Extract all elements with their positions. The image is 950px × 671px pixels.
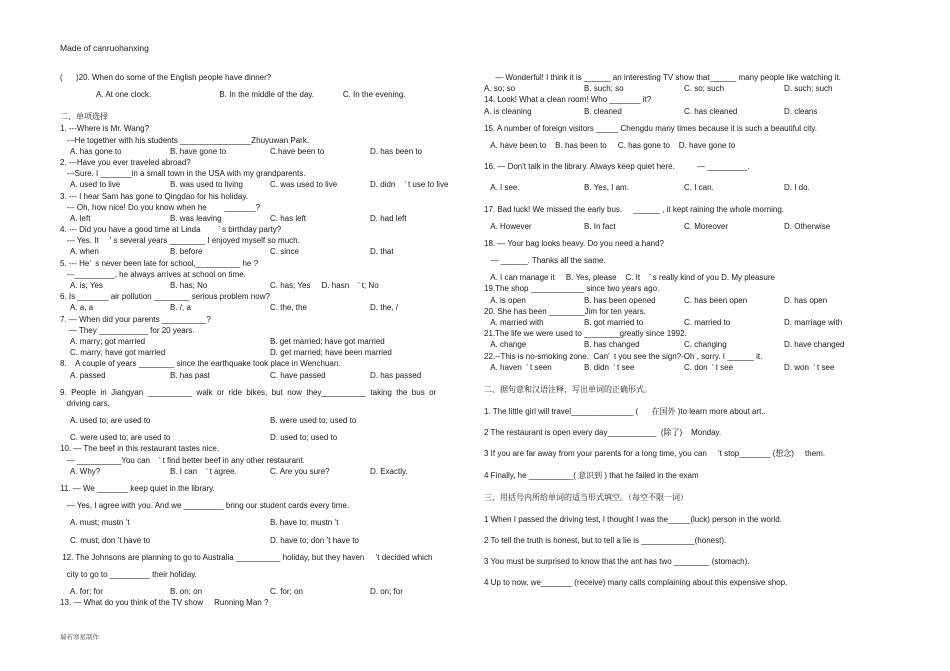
question-line: 16. — Don't talk in the library. Always keep quiet here. — _________. bbox=[484, 162, 750, 172]
left-column bbox=[60, 72, 470, 609]
answer-option: D. Otherwise bbox=[784, 221, 831, 231]
answer-option: C. must; don ’t have to bbox=[70, 535, 151, 545]
answer-option: A. when bbox=[70, 247, 99, 257]
answer-option: A. has gone to bbox=[70, 146, 122, 156]
answer-option: A. so; so bbox=[484, 84, 516, 94]
question-line: — __________You can ’ t find better beef in any other restaurant. bbox=[60, 455, 305, 465]
answer-option: A. married with bbox=[484, 318, 544, 327]
answer-option: A. However bbox=[484, 221, 532, 231]
answer-option: B. was leaving bbox=[170, 213, 222, 223]
question-line: city to go to _________ their holiday. bbox=[60, 569, 197, 579]
answer-options bbox=[60, 466, 470, 477]
question-line: 7. — When did your parents __________? bbox=[60, 314, 211, 324]
answer-options bbox=[484, 106, 884, 117]
answer-options bbox=[484, 221, 884, 232]
spacer bbox=[484, 460, 884, 470]
answer-option: C. for; on bbox=[270, 587, 303, 597]
question-line: 22.--This is no-smoking zone. Can’ t you see the sign?-Oh , sorry. I ______ it. bbox=[484, 351, 763, 361]
answer-option: C. were used to; are used to bbox=[70, 433, 171, 443]
question-line: 2. ---Have you ever traveled abroad? bbox=[60, 157, 191, 167]
answer-option: B. has been opened bbox=[584, 295, 656, 305]
answer-options bbox=[484, 317, 884, 328]
spacer bbox=[484, 417, 884, 427]
question-line: 20. She has been ________Jim for ten years. bbox=[484, 306, 646, 316]
answer-option: A. used to; are used to bbox=[70, 416, 151, 426]
question-line: 8. A couple of years ________ since the earthquake took place in Wenchuan. bbox=[60, 359, 341, 369]
answer-option: C. the, the bbox=[270, 303, 307, 313]
spacer bbox=[484, 481, 884, 491]
question-line: — Yes, I agree with you. And we _________ bring our student cards every time. bbox=[60, 501, 350, 511]
answer-option: C. has left bbox=[270, 213, 307, 223]
question-line: A. have been to B. has been to C. has gone to D. have gone to bbox=[484, 140, 736, 150]
page-footer: 瑞若寒星制作 bbox=[60, 634, 99, 641]
answer-option: C. has; Yes D. hasn ’ t; No bbox=[270, 281, 379, 290]
answer-option: D. marriage with bbox=[784, 318, 843, 327]
answer-option: B. I can ’ t agree. bbox=[170, 466, 237, 476]
answer-option: B. has past bbox=[170, 370, 211, 380]
answer-option: D. has open bbox=[784, 295, 828, 305]
answer-options bbox=[60, 535, 470, 546]
question-line: 2 The restaurant is open every day___________ (除了) Monday. bbox=[484, 428, 722, 438]
answer-option: A. is cleaning bbox=[484, 106, 532, 116]
question-line: 14. Look! What a clean room! Who _______ it? bbox=[484, 95, 652, 105]
answer-option: A. Why? bbox=[70, 466, 101, 476]
question-line: 2 To tell the truth is honest, but to tell a lie is ____________(honest). bbox=[484, 535, 727, 545]
spacer bbox=[484, 172, 884, 182]
answer-options bbox=[484, 182, 884, 193]
answer-option: B. got married to bbox=[584, 318, 644, 327]
answer-option: C. married to bbox=[684, 318, 731, 327]
answer-option: B. get married; have got married bbox=[270, 336, 385, 346]
answer-options bbox=[60, 415, 470, 426]
answer-option: C. has been open bbox=[684, 295, 748, 305]
answer-option: C. don ’ t see bbox=[684, 362, 734, 372]
answer-options bbox=[60, 213, 470, 224]
answer-option: C. marry; have got married bbox=[70, 348, 166, 358]
question-line: 1. ---Where is Mr. Wang? bbox=[60, 124, 150, 134]
question-line: 18. — Your bag looks heavy. Do you need a hand? bbox=[484, 238, 664, 248]
answer-option: D. used to; used to bbox=[270, 433, 338, 443]
answer-option: A. At one clock. bbox=[96, 90, 152, 100]
question-line: 3 If you are far away from your parents for a long time, you can ’t stop_______ (想念) them. bbox=[484, 449, 826, 459]
answer-option: D. get married; have been married bbox=[270, 348, 392, 358]
right-column bbox=[484, 72, 884, 588]
answer-option: A. I see. bbox=[484, 183, 520, 193]
answer-option: C. since bbox=[270, 247, 299, 257]
answer-option: D. have to; don ’t have to bbox=[270, 535, 359, 545]
answer-option: B. Yes, I am. bbox=[584, 183, 629, 193]
answer-option: C. changing bbox=[684, 340, 727, 350]
answer-option: B. didn ’ t see bbox=[584, 362, 635, 372]
question-line: 11. — We _______ keep quiet in the library. bbox=[60, 484, 215, 493]
spacer bbox=[484, 438, 884, 448]
answer-option: D. the, / bbox=[370, 303, 399, 313]
answer-option: C. Are you sure? bbox=[270, 466, 330, 476]
answer-option: B. /, a bbox=[170, 303, 191, 313]
answer-option: B. In the middle of the day. bbox=[219, 90, 314, 100]
answer-option: D. won ’ t see bbox=[784, 362, 835, 372]
page-header: Made of canruohanxing bbox=[60, 43, 149, 53]
spacer bbox=[484, 525, 884, 535]
answer-option: B. has changed bbox=[584, 340, 640, 350]
answer-option: B. were used to; used to bbox=[270, 416, 357, 426]
answer-option: A. for; for bbox=[70, 587, 103, 597]
answer-option: A. is open bbox=[484, 295, 526, 305]
answer-option: D. I do. bbox=[784, 183, 810, 193]
answer-option: B. before bbox=[170, 247, 203, 257]
question-line: ( )20. When do some of the English people have dinner? bbox=[60, 73, 272, 82]
section-heading: 二、据句意和汉语注释，写出单词的正确形式。 bbox=[484, 384, 652, 394]
question-line: driving cars. bbox=[60, 398, 110, 408]
answer-option: D. such; such bbox=[784, 84, 833, 94]
answer-option: D. had left bbox=[370, 213, 407, 223]
answer-option: D. has been to bbox=[370, 146, 423, 156]
answer-option: B. cleaned bbox=[584, 106, 622, 116]
answer-option: A. passed bbox=[70, 370, 106, 380]
spacer bbox=[484, 567, 884, 577]
answer-option: C.have been to bbox=[270, 146, 325, 156]
answer-option: D. on; for bbox=[370, 587, 403, 597]
answer-option: B. have gone to bbox=[170, 146, 227, 156]
question-line: A. I can manage it B. Yes, please C. It ’ s really kind of you D. My pleasure bbox=[484, 273, 775, 283]
spacer bbox=[484, 546, 884, 556]
answer-option: B. such; so bbox=[584, 84, 624, 94]
question-line: 19.The shop ____________ since two years ago. bbox=[484, 284, 660, 294]
answer-options bbox=[60, 336, 470, 347]
answer-option: A. marry; got married bbox=[70, 336, 146, 346]
answer-option: D. cleans bbox=[784, 106, 818, 116]
answer-option: B. has; No bbox=[170, 281, 208, 290]
question-line: 4. --- Did you have a good time at Linda ’ s birthday party? bbox=[60, 225, 282, 235]
question-line: 21.The life we were used to ________greatly since 1992. bbox=[484, 329, 687, 339]
answer-option: B. have to; mustn ’t bbox=[270, 518, 339, 528]
section-heading: 二、单项选择 bbox=[60, 112, 108, 122]
spacer bbox=[484, 194, 884, 204]
answer-option: A. used to live bbox=[70, 180, 121, 190]
answer-options bbox=[60, 246, 470, 257]
answer-options bbox=[484, 295, 884, 306]
answer-options bbox=[484, 83, 884, 94]
question-line: 15. A number of foreign visitors _____ Chengdu many times because it is such a beautiful city. bbox=[484, 123, 817, 133]
question-line: 13. — What do you think of the TV show Running Man ? bbox=[60, 598, 269, 608]
spacer bbox=[484, 504, 884, 514]
answer-option: A. is; Yes bbox=[70, 281, 103, 290]
question-line: 3. --- I hear Sam has gone to Qingdao for his holiday. bbox=[60, 191, 248, 201]
question-line: 5. --- He’ s never been late for school,__________ he ? bbox=[60, 258, 259, 268]
question-line: --- Oh, how nice! Do you know when he _______? bbox=[60, 202, 261, 212]
question-line: 3 You must be surprised to know that the ant has two ________ (stomach). bbox=[484, 557, 750, 567]
answer-option: D. that bbox=[370, 247, 394, 257]
answer-option: C. I can. bbox=[684, 183, 714, 193]
answer-options bbox=[60, 146, 470, 157]
answer-option: C. so; such bbox=[684, 84, 725, 94]
answer-option: C. have passed bbox=[270, 370, 326, 380]
question-line: 9. People in Jiangyan __________ walk or ride bikes, but now they__________ taking the bus or bbox=[60, 387, 437, 397]
answer-options bbox=[60, 432, 470, 443]
spacer bbox=[484, 396, 884, 406]
spacer bbox=[60, 100, 470, 110]
answer-options bbox=[60, 517, 470, 528]
answer-option: D. Exactly. bbox=[370, 466, 408, 476]
answer-option: D. didn ’ t use to live bbox=[370, 180, 449, 190]
question-line: 12. The Johnsons are planning to go to Australia __________ holiday, but they haven ’t decided which bbox=[60, 552, 433, 562]
answer-option: C. was used to live bbox=[270, 180, 338, 190]
spacer bbox=[484, 373, 884, 383]
answer-options bbox=[60, 179, 470, 190]
answer-option: A. left bbox=[70, 213, 91, 223]
answer-option: C. In the evening. bbox=[342, 90, 406, 100]
question-line: 4 Up to now, we_______ (receive) many calls complaining about this expensive shop. bbox=[484, 578, 788, 588]
answer-option: B. was used to living bbox=[170, 180, 243, 190]
answer-option: B. In fact bbox=[584, 221, 616, 231]
answer-options bbox=[60, 89, 470, 100]
question-line: — Wonderful! I think it is ______ an interesting TV show that______ many people like watching it. bbox=[484, 73, 841, 82]
answer-option: C. Moreover bbox=[684, 221, 729, 231]
question-line: ---_________, he always arrives at school on time. bbox=[60, 269, 246, 279]
answer-options bbox=[60, 302, 470, 313]
answer-options bbox=[60, 347, 470, 358]
question-line: — ______. Thanks all the same. bbox=[484, 256, 606, 266]
spacer bbox=[484, 151, 884, 161]
section-heading: 三、用括号内所给单词的适当形式填空。（每空不限一词） bbox=[484, 492, 688, 502]
answer-option: D. have changed bbox=[784, 340, 845, 350]
answer-option bbox=[370, 280, 470, 291]
answer-option: D. has passed bbox=[370, 370, 422, 380]
answer-options bbox=[484, 362, 884, 373]
question-line: 6. Is _______ air pollution ________ serious problem now? bbox=[60, 292, 270, 302]
answer-option: C. has cleaned bbox=[684, 106, 738, 116]
question-line: 17. Bad luck! We missed the early bus. ______ , it kept raining the whole morning. bbox=[484, 204, 785, 214]
question-line: 1 When I passed the driving test, I thought I was the_____(luck) person in the world. bbox=[484, 514, 782, 524]
question-line: ---Sure. I _______in a small town in the USA with my grandparents. bbox=[60, 169, 306, 179]
question-line: --- Yes. It ’ s several years ________ I enjoyed myself so much. bbox=[60, 236, 300, 246]
question-line: 10. — The beef in this restaurant tastes nice. bbox=[60, 444, 220, 454]
answer-option: B. on; on bbox=[170, 587, 203, 597]
answer-options bbox=[60, 280, 470, 291]
answer-option: A. must; mustn ’t bbox=[70, 518, 130, 528]
answer-option: A. a, a bbox=[70, 303, 94, 313]
question-line: ---He together with his students ________________Zhuyuwan Park. bbox=[60, 135, 310, 145]
question-line: 4 Finally, he __________( 意识到 ) that he failed in the exam bbox=[484, 470, 699, 480]
answer-options bbox=[484, 339, 884, 350]
answer-options bbox=[60, 586, 470, 597]
question-line: — They ___________ for 20 years. bbox=[60, 325, 195, 335]
answer-option: A. change bbox=[484, 340, 527, 350]
question-line: 1. The little girl will travel______________ ( 在国外 )to learn more about art.. bbox=[484, 406, 766, 416]
answer-options bbox=[60, 370, 470, 381]
answer-option: A. haven ’ t seen bbox=[484, 362, 552, 372]
